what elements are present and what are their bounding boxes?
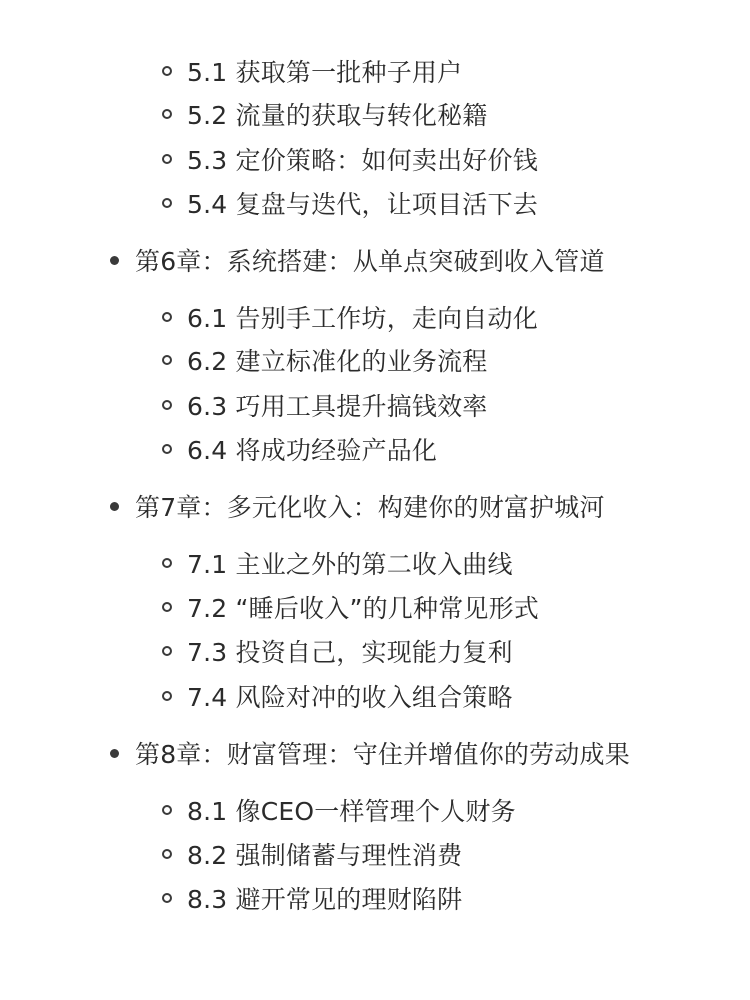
hollow-circle-bullet-icon <box>162 849 172 859</box>
list-item <box>162 51 462 91</box>
hollow-circle-bullet-icon <box>162 198 172 208</box>
filled-circle-bullet-icon <box>110 502 119 511</box>
list-item <box>162 790 516 830</box>
list-item-label: 8.3 避开常见的理财陷阱 <box>187 885 463 914</box>
list-item <box>162 385 488 425</box>
list-item-label: 5.4 复盘与迭代，让项目活下去 <box>187 190 538 219</box>
list-item-label: 5.1 获取第一批种子用户 <box>187 58 463 87</box>
hollow-circle-bullet-icon <box>162 805 172 815</box>
hollow-circle-bullet-icon <box>162 646 172 656</box>
list-item-label: 6.2 建立标准化的业务流程 <box>187 347 488 376</box>
chapter-heading <box>110 733 630 773</box>
chapter-title: 第6章：系统搭建：从单点突破到收入管道 <box>135 247 605 276</box>
list-item <box>162 878 462 918</box>
chapter-heading <box>110 486 605 526</box>
hollow-circle-bullet-icon <box>162 66 172 76</box>
list-item <box>162 631 513 671</box>
list-item <box>162 94 488 134</box>
hollow-circle-bullet-icon <box>162 312 172 322</box>
filled-circle-bullet-icon <box>110 749 119 758</box>
list-item <box>162 297 538 337</box>
list-item-label: 6.1 告别手工作坊，走向自动化 <box>187 304 538 333</box>
list-item <box>162 587 539 627</box>
list-item <box>162 543 513 583</box>
filled-circle-bullet-icon <box>110 256 119 265</box>
list-item <box>162 183 538 223</box>
list-item-label: 7.4 风险对冲的收入组合策略 <box>187 683 513 712</box>
chapter-title: 第8章：财富管理：守住并增值你的劳动成果 <box>135 740 630 769</box>
list-item-label: 5.3 定价策略：如何卖出好价钱 <box>187 146 538 175</box>
hollow-circle-bullet-icon <box>162 109 172 119</box>
list-item-label: 6.4 将成功经验产品化 <box>187 436 438 465</box>
list-item-label: 8.1 像CEO一样管理个人财务 <box>187 797 516 826</box>
list-item-label: 7.3 投资自己，实现能力复利 <box>187 638 513 667</box>
list-item-label: 5.2 流量的获取与转化秘籍 <box>187 101 488 130</box>
hollow-circle-bullet-icon <box>162 691 172 701</box>
list-item <box>162 676 513 716</box>
hollow-circle-bullet-icon <box>162 400 172 410</box>
hollow-circle-bullet-icon <box>162 154 172 164</box>
chapter-heading <box>110 240 605 280</box>
list-item-label: 6.3 巧用工具提升搞钱效率 <box>187 392 488 421</box>
hollow-circle-bullet-icon <box>162 893 172 903</box>
list-item-label: 7.1 主业之外的第二收入曲线 <box>187 550 513 579</box>
hollow-circle-bullet-icon <box>162 444 172 454</box>
list-item <box>162 139 538 179</box>
list-item-label: 8.2 强制储蓄与理性消费 <box>187 841 463 870</box>
hollow-circle-bullet-icon <box>162 602 172 612</box>
list-item <box>162 429 437 469</box>
chapter-title: 第7章：多元化收入：构建你的财富护城河 <box>135 493 605 522</box>
hollow-circle-bullet-icon <box>162 355 172 365</box>
list-item <box>162 340 488 380</box>
list-item-label: 7.2 “睡后收入”的几种常见形式 <box>187 594 540 623</box>
hollow-circle-bullet-icon <box>162 558 172 568</box>
list-item <box>162 834 462 874</box>
